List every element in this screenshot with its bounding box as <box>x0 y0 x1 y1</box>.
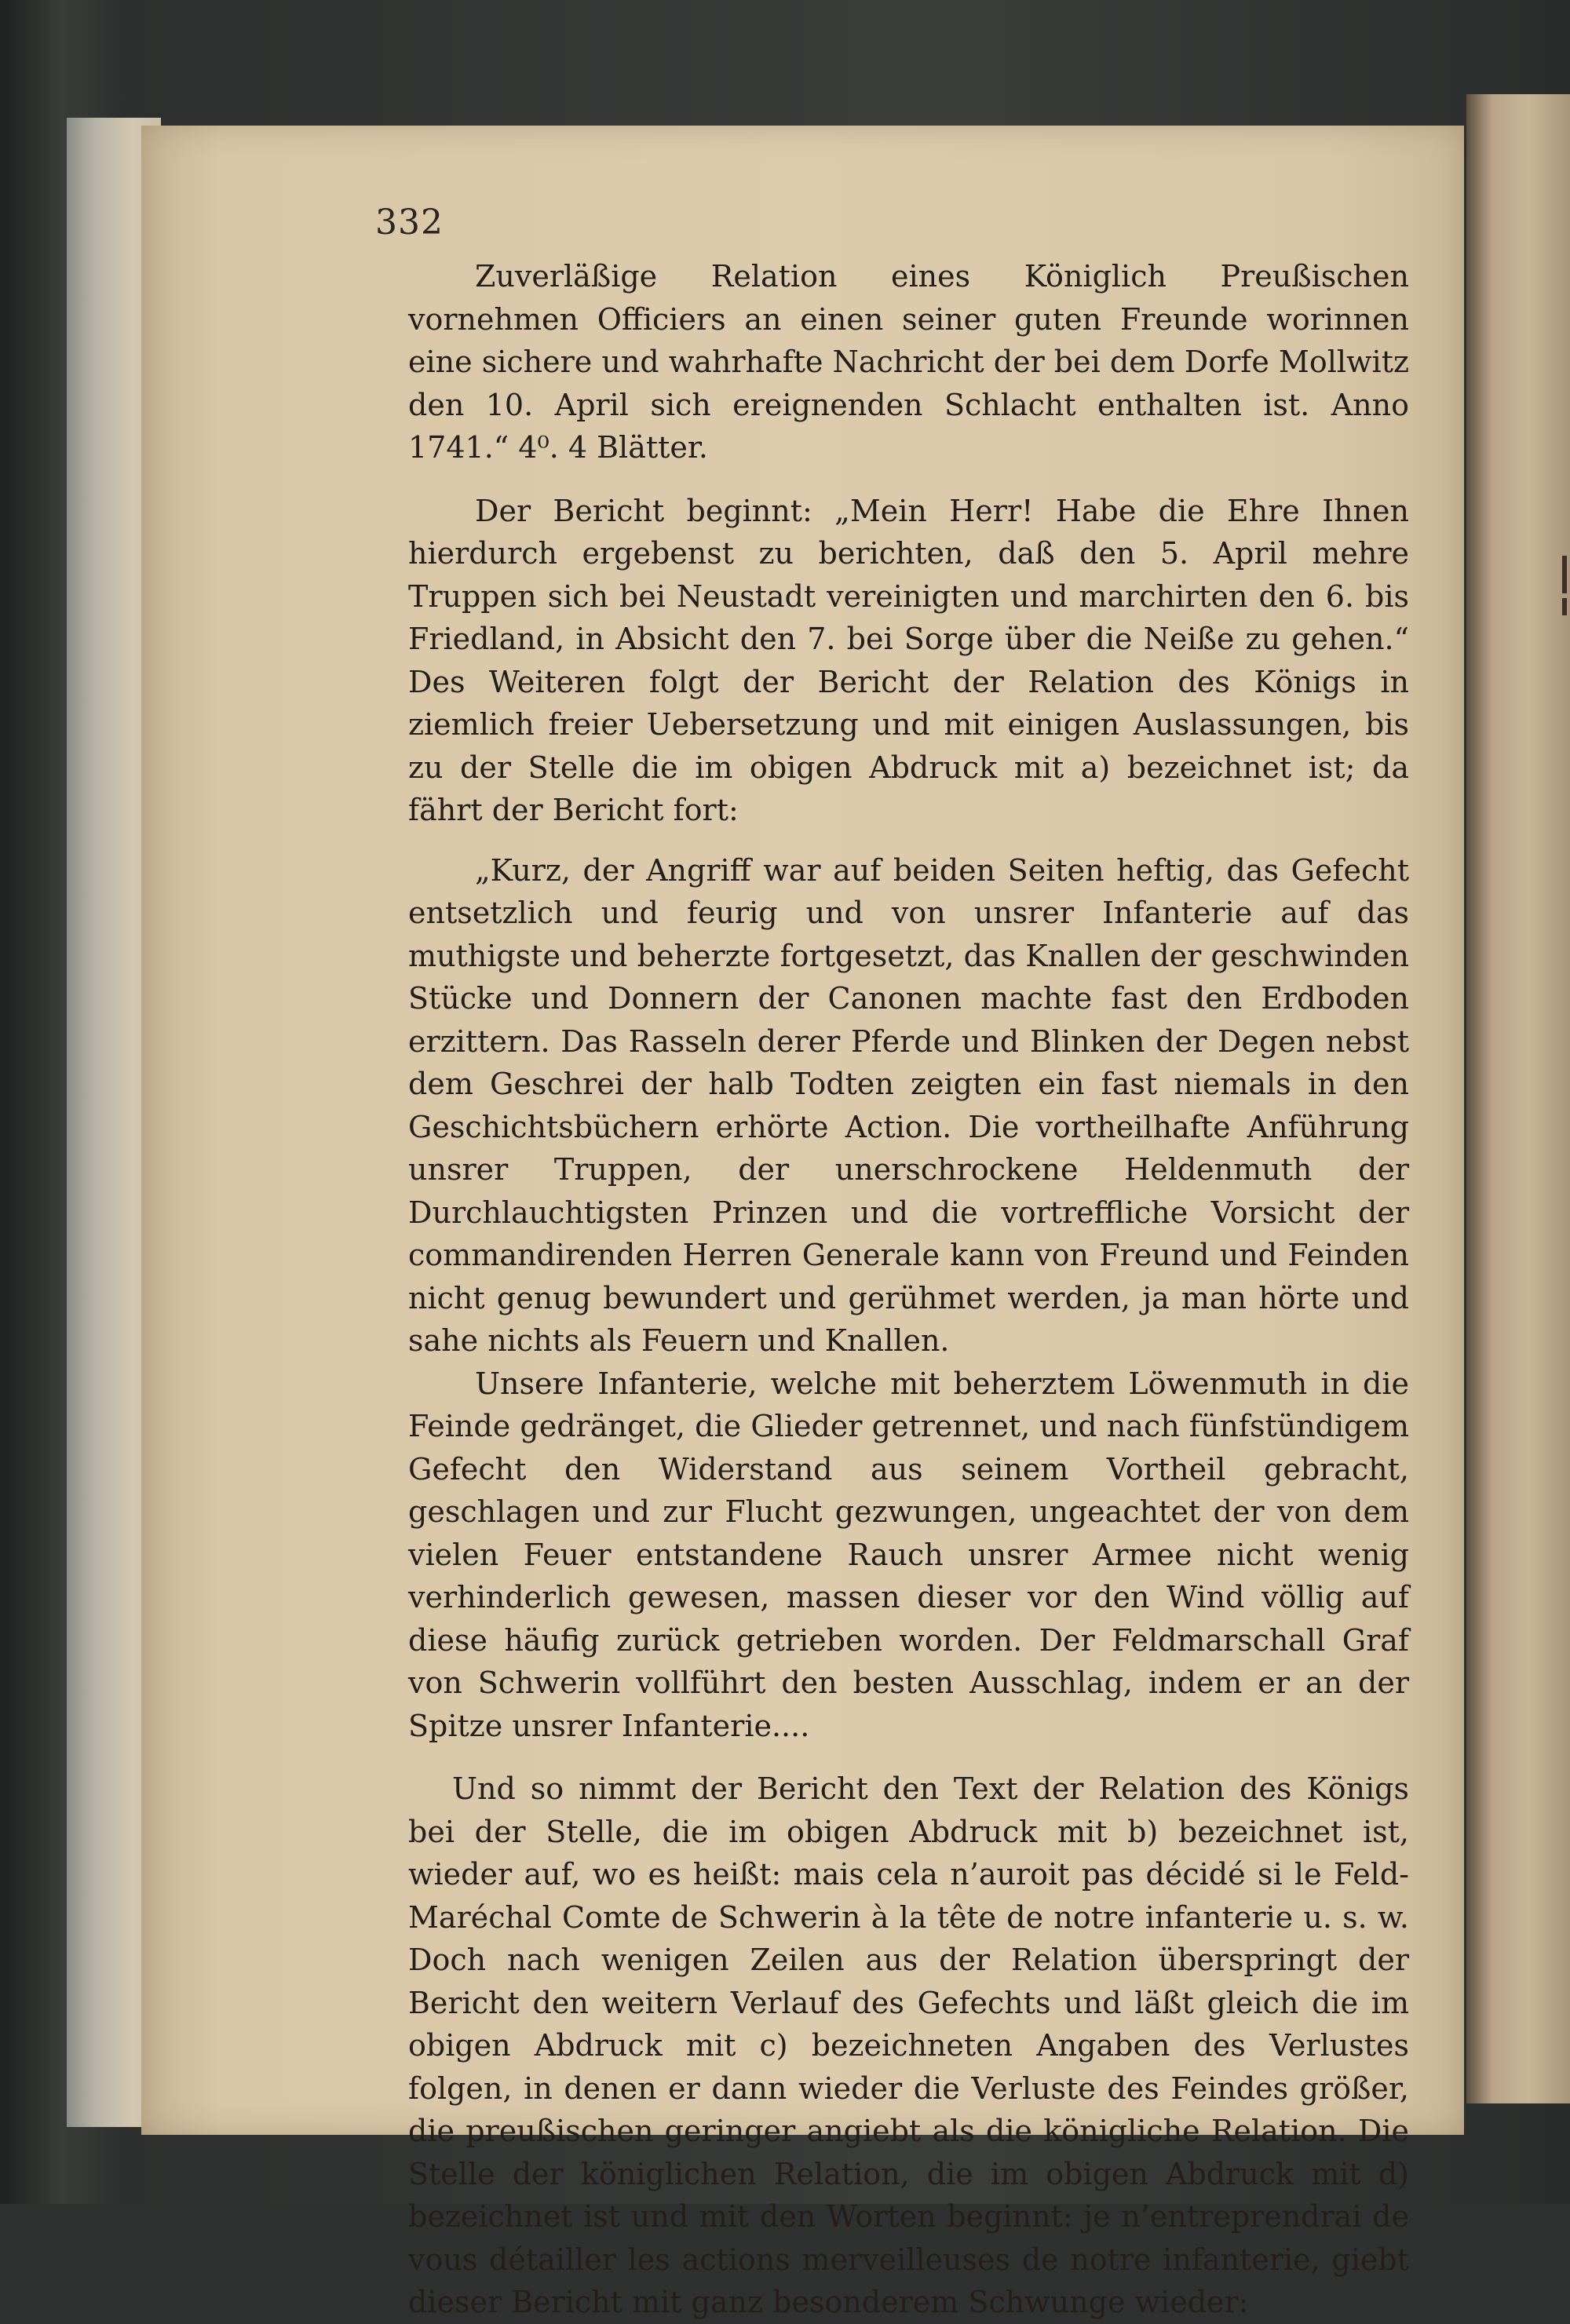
page-body <box>408 255 1409 2324</box>
paragraph: Der Bericht beginnt: „Mein Herr! Habe die Ehre Ihnen hierdurch ergebenst zu berichten, daß den 5. April mehre Truppen sich bei Neustadt vereinigten und marchirten den 6. bis Friedland, in Absicht den 7. bei Sorge über die Neiße zu gehen.“ Des Weiteren folgt der Bericht der Relation des Königs in ziemlich freier Uebersetzung und mit einigen Auslassungen, bis zu der Stelle die im obigen Abdruck mit a) bezeichnet ist; da fährt der Bericht fort: <box>408 493 1409 827</box>
quote-paragraph: Unsere Infanterie, welche mit beherztem Löwenmuth in die Feinde gedränget, die Glieder getrennet, und nach fünfstündigem Gefecht den Widerstand aus seinem Vortheil gebracht, geschlagen und zur Flucht gezwungen, ungeachtet der von dem vielen Feuer entstandene Rauch unsrer Armee nicht wenig verhinderlich gewesen, massen dieser vor den Wind völlig auf diese häufig zurück getrieben worden. Der Feldmarschall Graf von Schwerin vollführt den besten Ausschlag, indem er an der Spitze unsrer Infanterie.... <box>408 1366 1409 1743</box>
quote-paragraph: „Kurz, der Angriff war auf beiden Seiten heftig, das Gefecht entsetzlich und feurig und von unsrer Infanterie auf das muthigste und beherzte fortgesetzt, das Knallen der geschwinden Stücke und Donnern der Canonen machte fast den Erdboden erzittern. Das Rasseln derer Pferde und Blinken der Degen nebst dem Geschrei der halb Todten zeigten ein fast niemals in den Geschichtsbüchern erhörte Action. Die vortheilhafte Anführung unsrer Truppen, der unerschrockene Heldenmuth der Durchlauchtigsten Prinzen und die vortreffliche Vorsicht der commandirenden Herren Generale kann von Freund und Feinden nicht genug bewundert und gerühmet werden, ja man hörte und sahe nichts als Feuern und Knallen. <box>408 852 1409 1358</box>
paragraph: Und so nimmt der Bericht den Text der Relation des Königs bei der Stelle, die im obigen Abdruck mit b) bezeichnet ist, wieder auf, wo es heißt: mais cela n’auroit pas décidé si le Feld-Maréchal Comte de Schwerin à la tête de notre infanterie u. s. w. Doch nach wenigen Zeilen aus der Relation überspringt der Bericht den weitern Verlauf des Gefechts und läßt gleich die im obigen Abdruck mit c) bezeichneten Angaben des Verlustes folgen, in denen er dann wieder die Verluste des Feindes größer, die preußischen geringer angiebt als die königliche Relation. Die Stelle der königlichen Relation, die im obigen Abdruck mit d) bezeichnet ist und mit den Worten beginnt: je n’entreprendrai de vous détailler les actions merveilleuses de notre infanterie, giebt dieser Bericht mit ganz besonderem Schwunge wieder: <box>408 1771 1409 2319</box>
paragraph: Zuverläßige Relation eines Königlich Preußischen vornehmen Officiers an einen seiner guten Freunde worinnen eine sichere und wahrhafte Nachricht der bei dem Dorfe Mollwitz den 10. April sich ereignenden Schlacht enthalten ist. Anno 1741.“ 4⁰. 4 Blätter. <box>408 259 1409 465</box>
facing-page-mark <box>1562 556 1567 593</box>
facing-page-mark <box>1562 598 1567 615</box>
facing-page-edge <box>1466 94 1570 2103</box>
page-number: 332 <box>375 202 444 243</box>
block-quote <box>408 849 1409 1748</box>
